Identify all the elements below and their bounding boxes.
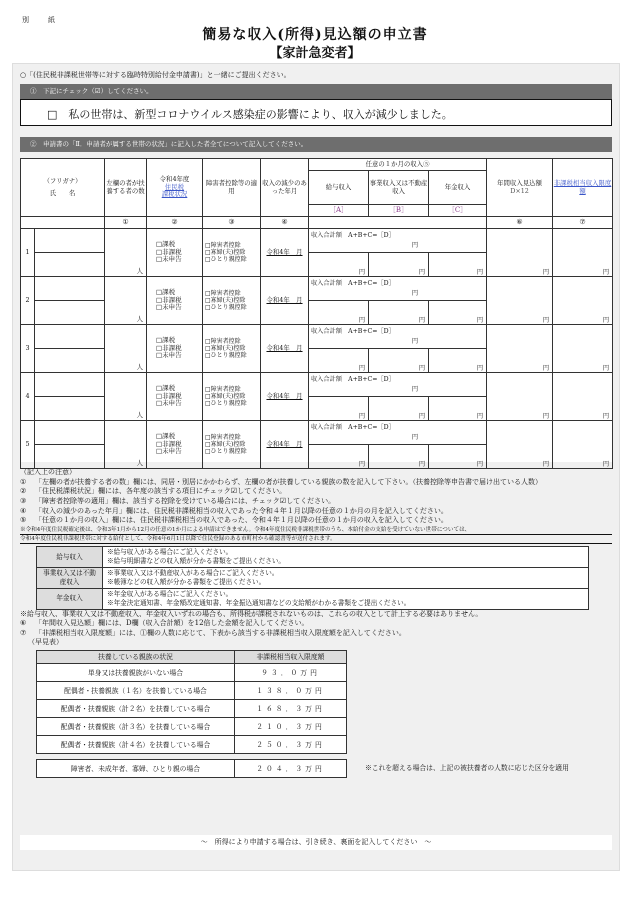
header-reduced-month <box>261 159 309 217</box>
unit-yen: 円 <box>542 268 550 276</box>
income-sum-cell[interactable] <box>309 229 487 253</box>
unit-yen: 円 <box>418 460 425 468</box>
header-limit-label: 非課税相当収入限度額 <box>553 178 612 195</box>
income-type-table <box>36 546 589 609</box>
furigana-input[interactable] <box>35 277 105 301</box>
note-text: 「左欄の者が扶養する者の数」欄には、同居・別居にかかわらず、左欄の者が扶養している親族の数を記入して下さい。（扶養控除等申告書で届け出ている人数） <box>35 477 542 486</box>
business-input[interactable] <box>369 253 429 277</box>
header-business: 事業収入又は不動産収入 <box>369 171 429 205</box>
dependents-input[interactable] <box>105 373 147 421</box>
income-sum-label: 収入合計額 A+B+C=［D］ <box>311 280 395 287</box>
note-item <box>20 497 612 507</box>
limit-situation: 配偶者・扶養親族（１名）を扶養している場合 <box>37 682 235 700</box>
header-annual <box>487 159 553 217</box>
table-row <box>21 325 613 349</box>
annual-input[interactable] <box>487 229 553 277</box>
income-sum-cell[interactable] <box>309 421 487 445</box>
unit-person: 人 <box>136 363 143 372</box>
header-reduced-month-label: 収入の減少のあった年月 <box>262 178 307 195</box>
check-widow[interactable]: □寡婦(夫)控除 <box>205 440 246 448</box>
unit-yen: 円 <box>411 242 419 249</box>
income-decrease-checkbox[interactable]: □ 私の世帯は、新型コロナウイルス感染症の影響により、収入が減少しました。 <box>20 99 612 126</box>
annual-input[interactable] <box>487 373 553 421</box>
limit-head-a: 扶養している親族の状況 <box>37 651 235 664</box>
unit-yen: 円 <box>602 268 610 276</box>
header-name-label: 氏 名 <box>49 188 76 197</box>
header-monthly-income: 任意の１か月の収入⑤ <box>309 159 487 171</box>
salary-input[interactable] <box>309 349 369 373</box>
unit-yen: 円 <box>476 412 484 420</box>
unit-yen: 円 <box>411 338 419 345</box>
note-key: ① <box>20 477 27 486</box>
notes-small-2: 令和4年度住民税非課税世帯に対する給付として、令和4年6月1日以降で住民登録のある市町村から確認書等が送付されます。 <box>20 535 612 544</box>
business-input[interactable] <box>369 349 429 373</box>
month-label: 令和4年 月 <box>266 343 303 352</box>
salary-input[interactable] <box>309 253 369 277</box>
income-sum-cell[interactable] <box>309 325 487 349</box>
note-text: 「障害者控除等の適用」欄は、該当する控除を受けている場合には、チェック☑してください。 <box>35 496 336 505</box>
business-input[interactable] <box>369 397 429 421</box>
notes-heading: （記入上の注意） <box>20 468 76 476</box>
unit-yen: 円 <box>542 412 550 420</box>
limit-row <box>37 718 347 736</box>
unit-person: 人 <box>136 411 143 420</box>
unit-yen: 円 <box>476 268 484 276</box>
income-type-line: ※帳簿などの収入額が分かる書類をご提出ください。 <box>107 577 266 586</box>
footer-note: ～ 所得により申請する場合は、引き続き、裏面を記入してください ～ <box>20 835 612 850</box>
annual-input[interactable] <box>487 325 553 373</box>
check-single-parent[interactable]: □ひとり親控除 <box>205 352 247 360</box>
header-furigana: （フリガナ） <box>43 176 82 185</box>
limit-row <box>37 700 347 718</box>
reduced-month-input[interactable] <box>261 229 309 277</box>
check-single-parent[interactable]: □ひとり親控除 <box>205 304 247 312</box>
unit-yen: 円 <box>411 434 419 441</box>
col-num-3: ③ <box>203 217 261 229</box>
check-single-parent[interactable]: □ひとり親控除 <box>205 400 247 408</box>
col-B: ［B］ <box>369 205 429 217</box>
row-number: 5 <box>21 421 35 469</box>
income-type-desc <box>103 588 589 609</box>
pension-input[interactable] <box>429 253 487 277</box>
limit-special-b: ２０４．３万円 <box>235 760 347 778</box>
col-num-7: ⑦ <box>553 217 613 229</box>
header-dependents <box>105 159 147 217</box>
limit-situation: 配偶者・扶養親族（計４名）を扶養している場合 <box>37 736 235 754</box>
check-widow[interactable]: □寡婦(夫)控除 <box>205 296 246 304</box>
unit-yen: 円 <box>602 460 610 468</box>
check-taxed[interactable]: □課税 <box>156 335 176 344</box>
limit-input[interactable] <box>553 229 613 277</box>
deduction-checks[interactable] <box>203 421 261 469</box>
limit-table <box>36 650 347 754</box>
col-num-6: ⑥ <box>487 217 553 229</box>
note-7-text: 「非課税相当収入限度額」には、①欄の人数に応じて、下表から該当する非課税相当収入限度額を記入してください。 <box>35 628 406 637</box>
limit-side-note: ※これを超える場合は、上記の被扶養者の人数に応じた区分を適用 <box>365 763 569 772</box>
header-deduction <box>203 159 261 217</box>
limit-input[interactable] <box>553 325 613 373</box>
unit-yen: 円 <box>418 316 425 324</box>
unit-yen: 円 <box>358 364 365 372</box>
name-input[interactable] <box>35 445 105 469</box>
note-item <box>20 516 612 526</box>
tax-status-checks[interactable] <box>147 373 203 421</box>
unit-yen: 円 <box>358 268 365 276</box>
note-7-key: ⑦ <box>20 628 27 637</box>
note-text: 「任意の１か月の収入」欄には、住民税非課税相当の収入であった、令和４年１月以降の任意の１か月の収入を記入してください。 <box>35 516 448 525</box>
note-text: 「収入の減少のあった年月」欄には、住民税非課税相当の収入であった令和４年１月以降の任意の１か月の月を記入してください。 <box>35 506 448 515</box>
household-table <box>20 158 613 469</box>
business-input[interactable] <box>369 301 429 325</box>
tax-status-checks[interactable] <box>147 421 203 469</box>
income-type-line: ※給与収入がある場合にご記入ください。 <box>107 548 233 557</box>
row-number: 3 <box>21 325 35 373</box>
unit-yen: 円 <box>476 364 484 372</box>
income-sum-cell[interactable] <box>309 277 487 301</box>
unit-yen: 円 <box>411 290 419 297</box>
row-number: 1 <box>21 229 35 277</box>
header-tax-year: 令和4年度 <box>159 174 190 183</box>
unit-yen: 円 <box>418 412 425 420</box>
notes-small-1: ※令和4年度住民税確定後は、令和3年1月から12月の任意の1か月による申請はできません。令和4年度住民税非課税世帯のうち、本給付金の支給を受けていない世帯については、 <box>20 526 612 535</box>
header-dependents-label: 左欄の者が扶養する者の数 <box>106 178 145 195</box>
check-disability[interactable]: □障害者控除 <box>205 337 241 345</box>
pension-input[interactable] <box>429 397 487 421</box>
header-annual-label: 年間収入見込額 <box>497 178 542 187</box>
income-sum-label: 収入合計額 A+B+C=［D］ <box>311 424 395 431</box>
header-deduction-label: 障害者控除等の適用 <box>205 178 258 195</box>
check-single-parent[interactable]: □ひとり親控除 <box>205 256 247 264</box>
unit-yen: 円 <box>411 386 419 393</box>
name-input[interactable] <box>35 349 105 373</box>
pension-input[interactable] <box>429 349 487 373</box>
check-single-parent[interactable]: □ひとり親控除 <box>205 448 247 456</box>
limit-amount: ９３．０万円 <box>235 664 347 682</box>
col-num-2: ② <box>147 217 203 229</box>
limit-situation: 配偶者・扶養親族（計２名）を扶養している場合 <box>37 700 235 718</box>
name-input[interactable] <box>35 397 105 421</box>
deduction-checks[interactable] <box>203 373 261 421</box>
month-label: 令和4年 月 <box>266 247 303 256</box>
unit-yen: 円 <box>476 460 484 468</box>
page-title: 簡易な収入(所得)見込額の申立書 <box>202 27 428 43</box>
table-row <box>21 373 613 397</box>
unit-yen: 円 <box>602 364 610 372</box>
intro-note: ○「(住民税非課税世帯等に対する臨時特別給付金申請書)」と一緒にご提出ください。 <box>20 71 291 79</box>
check-unfiled[interactable]: □未申告 <box>156 351 182 360</box>
name-input[interactable] <box>35 301 105 325</box>
furigana-input[interactable] <box>35 373 105 397</box>
dependents-input[interactable] <box>105 421 147 469</box>
check-widow[interactable]: □寡婦(夫)控除 <box>205 344 246 352</box>
name-input[interactable] <box>35 253 105 277</box>
header-tax-status <box>147 159 203 217</box>
note-6-key: ⑥ <box>20 619 27 628</box>
unit-person: 人 <box>136 459 143 468</box>
section2-bar: ② 申請書の「Ⅱ．申請者が属する世帯の状況」に記入した者全てについて記入してください。 <box>20 137 612 152</box>
income-type-row <box>37 567 589 588</box>
month-label: 令和4年 月 <box>266 295 303 304</box>
table-row <box>21 277 613 301</box>
reduced-month-input[interactable] <box>261 277 309 325</box>
reduced-month-input[interactable] <box>261 325 309 373</box>
furigana-input[interactable] <box>35 229 105 253</box>
unit-yen: 円 <box>602 412 610 420</box>
unit-yen: 円 <box>358 316 365 324</box>
limit-input[interactable] <box>553 277 613 325</box>
check-taxed[interactable]: □課税 <box>156 287 176 296</box>
page-subtitle: 【家計急変者】 <box>269 46 361 61</box>
income-type-desc <box>103 547 589 568</box>
income-type-row <box>37 547 589 568</box>
note-key: ⑤ <box>20 516 27 525</box>
unit-yen: 円 <box>542 460 550 468</box>
income-sum-label: 収入合計額 A+B+C=［D］ <box>311 376 395 383</box>
salary-input[interactable] <box>309 445 369 469</box>
header-tax-label: 住民税 <box>164 182 185 191</box>
income-sum-label: 収入合計額 A+B+C=［D］ <box>311 328 395 335</box>
check-taxed[interactable]: □課税 <box>156 239 176 248</box>
attachment-label: 別 紙 <box>22 16 61 24</box>
check-nontaxed[interactable]: □非課税 <box>156 343 182 352</box>
salary-input[interactable] <box>309 397 369 421</box>
check-nontaxed[interactable]: □非課税 <box>156 247 182 256</box>
income-type-line: ※年金収入がある場合にご記入ください。 <box>107 589 233 598</box>
row-number: 2 <box>21 277 35 325</box>
quick-table-label: （早見表） <box>28 638 63 647</box>
unit-yen: 円 <box>602 316 610 324</box>
section1-bar: ① 下記にチェック（☑）してください。 <box>20 84 612 99</box>
tax-status-checks[interactable] <box>147 229 203 277</box>
annual-input[interactable] <box>487 421 553 469</box>
note-text: 「住民税課税状況」欄には、各年度の該当する項目にチェック☑してください。 <box>35 487 287 496</box>
limit-amount: ２１０．３万円 <box>235 718 347 736</box>
row-number: 4 <box>21 373 35 421</box>
deduction-checks[interactable] <box>203 229 261 277</box>
note-key: ③ <box>20 496 27 505</box>
unit-person: 人 <box>136 267 143 276</box>
note-item <box>20 507 612 517</box>
num-blank <box>21 217 105 229</box>
income-type-desc <box>103 567 589 588</box>
salary-input[interactable] <box>309 301 369 325</box>
furigana-input[interactable] <box>35 421 105 445</box>
limit-input[interactable] <box>553 373 613 421</box>
limit-row <box>37 736 347 754</box>
col-num-blank <box>309 217 487 229</box>
limit-row <box>37 664 347 682</box>
check-taxed[interactable]: □課税 <box>156 431 176 440</box>
header-salary: 給与収入 <box>309 171 369 205</box>
col-num-4: ④ <box>261 217 309 229</box>
table-row <box>21 229 613 253</box>
unit-yen: 円 <box>418 268 425 276</box>
check-disability[interactable]: □障害者控除 <box>205 433 241 441</box>
income-type-line: ※給与明細書などの収入額が分かる書類をご提出ください。 <box>107 557 286 566</box>
check-disability[interactable]: □障害者控除 <box>205 385 241 393</box>
pension-input[interactable] <box>429 445 487 469</box>
annual-input[interactable] <box>487 277 553 325</box>
note-item <box>20 487 612 497</box>
income-type-label: 年金収入 <box>37 588 103 609</box>
note-key: ④ <box>20 506 27 515</box>
note-item <box>20 478 612 488</box>
furigana-input[interactable] <box>35 325 105 349</box>
income-type-line: ※年金決定通知書、年金額改定通知書、年金振込通知書などの支給額がわかる書類をご提出ください。 <box>107 598 411 607</box>
check-nontaxed[interactable]: □非課税 <box>156 295 182 304</box>
check-nontaxed[interactable]: □非課税 <box>156 439 182 448</box>
notes-section <box>20 468 612 778</box>
dependents-input[interactable] <box>105 229 147 277</box>
income-type-line: ※事業収入又は不動産収入がある場合にご記入ください。 <box>107 568 279 577</box>
header-annual-formula: D×12 <box>510 186 529 195</box>
col-A: ［A］ <box>309 205 369 217</box>
reduced-month-input[interactable] <box>261 421 309 469</box>
dependents-input[interactable] <box>105 325 147 373</box>
limit-head-b: 非課税相当収入限度額 <box>235 651 347 664</box>
unit-yen: 円 <box>542 364 550 372</box>
unit-person: 人 <box>136 315 143 324</box>
limit-amount: １３８．０万円 <box>235 682 347 700</box>
unit-yen: 円 <box>358 412 365 420</box>
check-unfiled[interactable]: □未申告 <box>156 303 182 312</box>
income-type-row <box>37 588 589 609</box>
limit-input[interactable] <box>553 421 613 469</box>
unit-yen: 円 <box>476 316 484 324</box>
col-C: ［C］ <box>429 205 487 217</box>
month-label: 令和4年 月 <box>266 439 303 448</box>
limit-amount: １６８．３万円 <box>235 700 347 718</box>
deduction-checks[interactable] <box>203 277 261 325</box>
limit-amount: ２５０．３万円 <box>235 736 347 754</box>
header-tax-label2: 課税状況 <box>161 190 188 199</box>
limit-situation: 単身又は扶養親族がいない場合 <box>37 664 235 682</box>
check-unfiled[interactable]: □未申告 <box>156 255 182 264</box>
limit-table-special <box>36 759 347 778</box>
check-disability[interactable]: □障害者控除 <box>205 289 241 297</box>
income-type-label: 給与収入 <box>37 547 103 568</box>
income-sum-cell[interactable] <box>309 373 487 397</box>
note-item-7 <box>20 629 612 639</box>
header-name <box>21 159 105 217</box>
note-key: ② <box>20 487 27 496</box>
check-nontaxed[interactable]: □非課税 <box>156 391 182 400</box>
business-input[interactable] <box>369 445 429 469</box>
note-6-text: 「年間収入見込額」欄には、D欄（収入合計額）を12倍した金額を記入してください。 <box>35 619 309 628</box>
note-item-6 <box>20 619 612 629</box>
check-unfiled[interactable]: □未申告 <box>156 447 182 456</box>
check-widow[interactable]: □寡婦(夫)控除 <box>205 248 246 256</box>
reduced-month-input[interactable] <box>261 373 309 421</box>
tax-status-checks[interactable] <box>147 325 203 373</box>
pension-input[interactable] <box>429 301 487 325</box>
check-unfiled[interactable]: □未申告 <box>156 399 182 408</box>
notes-after-table: ※給与収入、事業収入又は不動産収入、年金収入いずれの場合も、所得税が課税されないものは、これらの収入として計上する必要はありません。 <box>20 609 483 618</box>
income-type-label: 事業収入又は不動産収入 <box>37 567 103 588</box>
limit-situation: 配偶者・扶養親族（計３名）を扶養している場合 <box>37 718 235 736</box>
dependents-input[interactable] <box>105 277 147 325</box>
month-label: 令和4年 月 <box>266 391 303 400</box>
header-pension: 年金収入 <box>429 171 487 205</box>
limit-special-a: 障害者、未成年者、寡婦、ひとり親の場合 <box>37 760 235 778</box>
header-limit <box>553 159 613 217</box>
limit-row <box>37 682 347 700</box>
col-num-1: ① <box>105 217 147 229</box>
income-sum-label: 収入合計額 A+B+C=［D］ <box>311 232 395 239</box>
unit-yen: 円 <box>542 316 550 324</box>
unit-yen: 円 <box>418 364 425 372</box>
check-disability[interactable]: □障害者控除 <box>205 241 241 249</box>
household-table-wrap <box>20 158 612 468</box>
deduction-checks[interactable] <box>203 325 261 373</box>
check-widow[interactable]: □寡婦(夫)控除 <box>205 392 246 400</box>
check-taxed[interactable]: □課税 <box>156 383 176 392</box>
tax-status-checks[interactable] <box>147 277 203 325</box>
table-row <box>21 421 613 445</box>
unit-yen: 円 <box>358 460 365 468</box>
